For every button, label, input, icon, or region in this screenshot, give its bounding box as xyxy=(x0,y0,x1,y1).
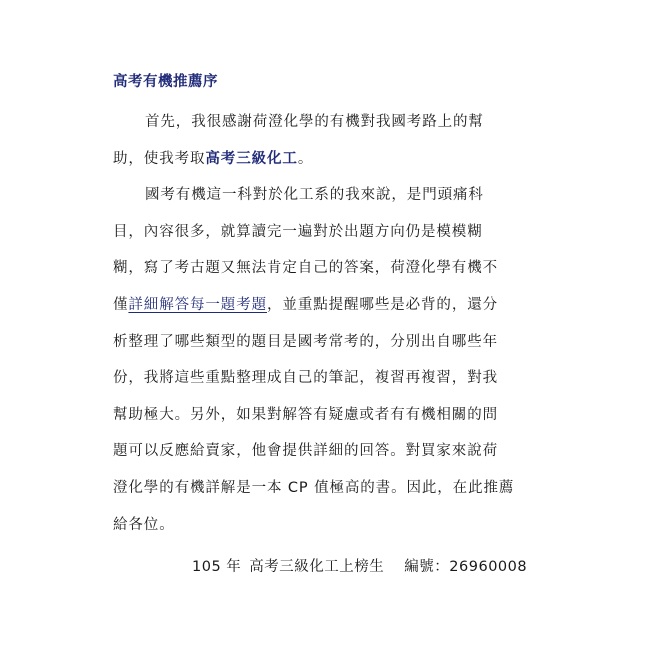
paragraph-2-line-9: 澄化學的有機詳解是一本 CP 值極高的書。因此，在此推薦 xyxy=(113,479,515,496)
detailed-answers-highlight: 詳細解答每一題考題 xyxy=(128,296,268,313)
signature-year: 105 年 xyxy=(192,559,242,575)
paragraph-2-line-7: 幫助極大。另外，如果對解答有疑慮或者有有機相關的問 xyxy=(113,406,498,423)
recommendation-document xyxy=(113,72,553,543)
paragraph-2-line-10: 給各位。 xyxy=(113,516,175,533)
paragraph-2-line-4-post: ，並重點提醒哪些是必背的，還分 xyxy=(267,296,499,313)
paragraph-1-line-1: 首先，我很感謝荷澄化學的有機對我國考路上的幫 xyxy=(145,114,484,130)
exam-result-highlight: 高考三級化工 xyxy=(205,150,298,167)
paragraph-2 xyxy=(113,177,553,543)
paragraph-2-line-2: 目，內容很多，就算讀完一遍對於出題方向仍是模模糊 xyxy=(113,223,483,240)
signature-line xyxy=(192,552,527,582)
paragraph-2-line-1: 國考有機這一科對於化工系的我來說，是門頭痛科 xyxy=(145,187,484,204)
paragraph-1-line-2-post: 。 xyxy=(297,150,314,167)
paragraph-1-line-2 xyxy=(113,141,553,178)
signature-role: 高考三級化工上榜生 xyxy=(249,559,385,575)
paragraph-2-line-8: 題可以反應給賣家，他會提供詳細的回答。對買家來說荷 xyxy=(113,443,498,460)
paragraph-2-line-5: 析整理了哪些類型的題目是國考常考的，分別出自哪些年 xyxy=(113,333,498,350)
signature-id: 編號：26960008 xyxy=(404,559,528,575)
paragraph-2-line-4 xyxy=(113,287,553,324)
paragraph-1-line-2-pre: 助，使我考取 xyxy=(113,150,206,167)
paragraph-2-line-3: 糊，寫了考古題又無法肯定自己的答案，荷澄化學有機不 xyxy=(113,260,498,277)
paragraph-1 xyxy=(113,104,553,177)
paragraph-2-line-4-pre: 僅 xyxy=(113,296,129,313)
document-title: 高考有機推薦序 xyxy=(113,74,218,90)
paragraph-2-line-6: 份，我將這些重點整理成自己的筆記，複習再複習，對我 xyxy=(113,370,498,387)
